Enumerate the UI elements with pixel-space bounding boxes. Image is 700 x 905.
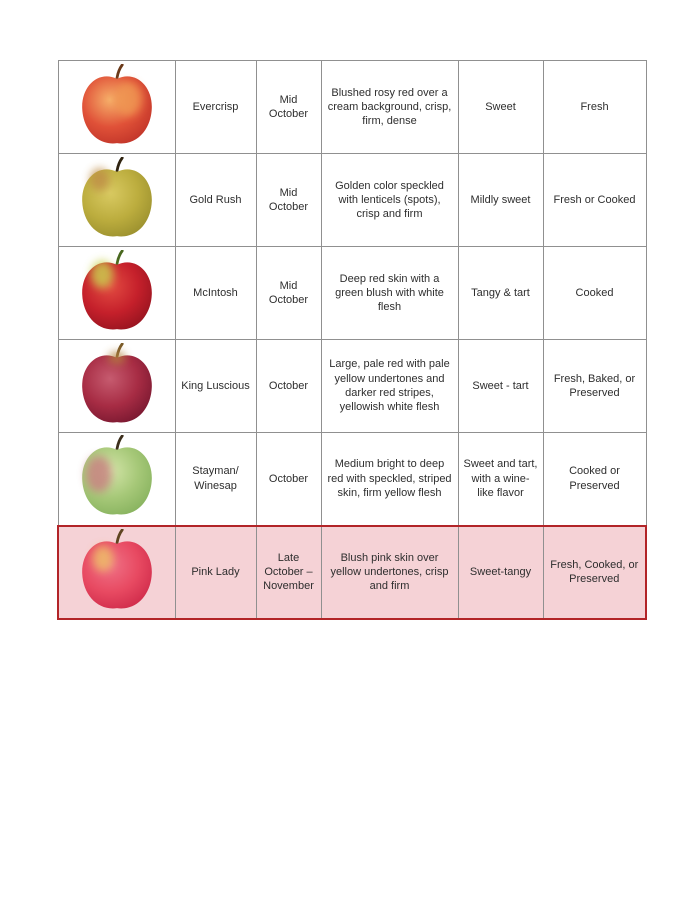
use-cell: Cooked [543,247,646,340]
use-cell: Fresh, Baked, or Preserved [543,340,646,433]
apple-photo-cell [58,247,175,340]
table-row-pink-lady-highlighted [58,526,646,619]
table-row-king-luscious [58,340,646,433]
use-cell: Cooked or Preserved [543,433,646,526]
harvest-time-cell: October [256,433,321,526]
apple-image [60,529,174,616]
table-row-gold-rush [58,154,646,247]
harvest-time-cell: Mid October [256,61,321,154]
use-cell: Fresh, Cooked, or Preserved [543,526,646,619]
apple-image [60,157,174,244]
apple-photo-cell [58,61,175,154]
flavor-cell: Tangy & tart [458,247,543,340]
appearance-description-cell: Blushed rosy red over a cream background, crisp, firm, dense [321,61,458,154]
use-cell: Fresh [543,61,646,154]
apple-image [60,64,174,151]
apple-photo-cell [58,154,175,247]
flavor-cell: Sweet - tart [458,340,543,433]
table-row-mcintosh [58,247,646,340]
harvest-time-cell: Mid October [256,154,321,247]
apple-image [60,250,174,337]
variety-name-cell: Gold Rush [175,154,256,247]
flavor-cell: Sweet and tart, with a wine-like flavor [458,433,543,526]
flavor-cell: Sweet [458,61,543,154]
variety-name-cell: Evercrisp [175,61,256,154]
variety-name-cell: McIntosh [175,247,256,340]
flavor-cell: Sweet-tangy [458,526,543,619]
flavor-cell: Mildly sweet [458,154,543,247]
apple-varieties-table [57,60,647,620]
harvest-time-cell: Late October – November [256,526,321,619]
appearance-description-cell: Medium bright to deep red with speckled, striped skin, firm yellow flesh [321,433,458,526]
harvest-time-cell: October [256,340,321,433]
apple-image [60,435,174,522]
harvest-time-cell: Mid October [256,247,321,340]
apple-photo-cell [58,340,175,433]
variety-name-cell: Stayman/ Winesap [175,433,256,526]
table-row-stayman-winesap [58,433,646,526]
use-cell: Fresh or Cooked [543,154,646,247]
appearance-description-cell: Golden color speckled with lenticels (spots), crisp and firm [321,154,458,247]
apple-image [60,343,174,430]
table-row-evercrisp [58,61,646,154]
appearance-description-cell: Deep red skin with a green blush with white flesh [321,247,458,340]
variety-name-cell: King Luscious [175,340,256,433]
variety-name-cell: Pink Lady [175,526,256,619]
appearance-description-cell: Large, pale red with pale yellow undertones and darker red stripes, yellowish white flesh [321,340,458,433]
apple-photo-cell [58,433,175,526]
appearance-description-cell: Blush pink skin over yellow undertones, crisp and firm [321,526,458,619]
apple-photo-cell [58,526,175,619]
